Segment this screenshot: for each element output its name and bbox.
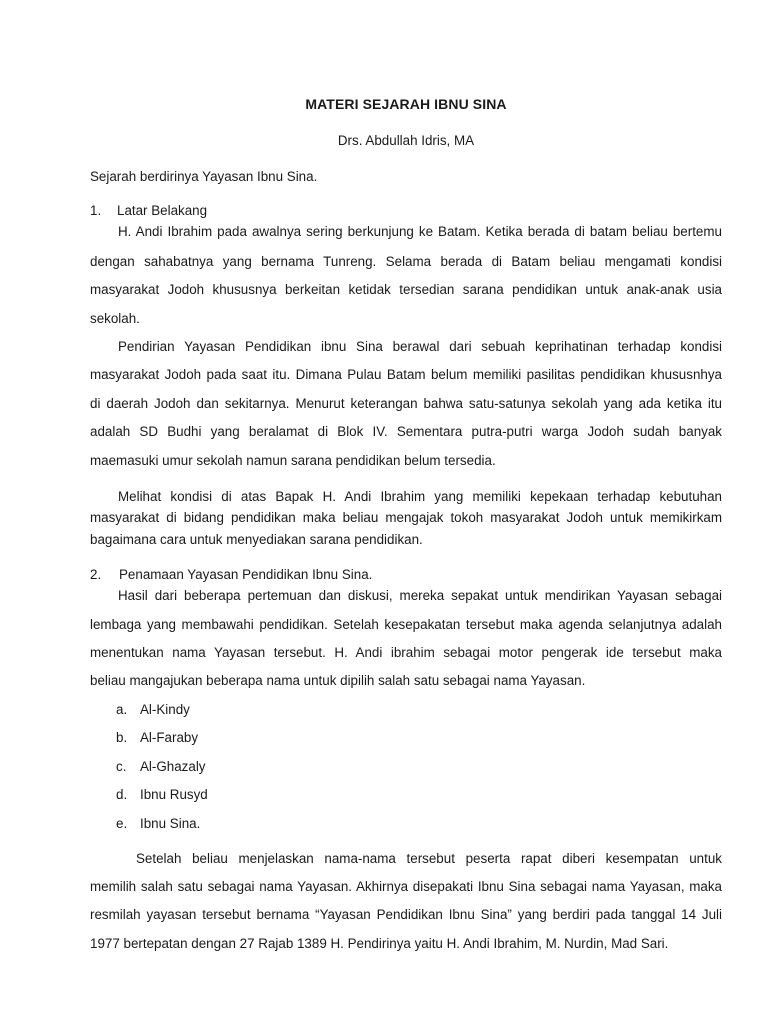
list-item bbox=[116, 702, 190, 717]
list-item bbox=[116, 759, 206, 774]
list-letter: e. bbox=[116, 816, 128, 831]
section-1-title: Latar Belakang bbox=[117, 203, 208, 218]
paragraph-line: bagaimana cara untuk menyediakan sarana pendidikan. bbox=[90, 532, 423, 547]
section-2-heading bbox=[90, 567, 722, 582]
paragraph-line: beliau mangajukan beberapa nama untuk dipilih salah satu sebagai nama Yayasan. bbox=[90, 673, 586, 688]
paragraph-line: Pendirian Yayasan Pendidikan ibnu Sina berawal dari sebuah keprihatinan terhadap kondisi bbox=[118, 339, 722, 354]
paragraph-line: dengan sahabatnya yang bernama Tunreng. Selama berada di Batam beliau mengamati kondisi bbox=[90, 254, 722, 269]
paragraph-line: masyarakat di bidang pendidikan maka beliau mengajak tokoh masyarakat Jodoh untuk memikirkam bbox=[90, 510, 722, 525]
list-text: Al-Kindy bbox=[140, 702, 190, 717]
paragraph-line: masyarakat Jodoh pada saat itu. Dimana Pulau Batam belum memiliki pasilitas pendidikan khususnhya bbox=[90, 367, 722, 382]
list-item bbox=[116, 730, 198, 745]
paragraph-line: Melihat kondisi di atas Bapak H. Andi Ibrahim yang memiliki kepekaan terhadap kebutuhan bbox=[118, 489, 722, 504]
list-letter: a. bbox=[116, 702, 128, 717]
list-letter: d. bbox=[116, 787, 128, 802]
document-title: MATERI SEJARAH IBNU SINA bbox=[305, 96, 507, 112]
list-text: Al-Faraby bbox=[140, 730, 199, 745]
paragraph-line: menentukan nama Yayasan tersebut. H. Andi ibrahim sebagai motor pengerak ide tersebut maka bbox=[90, 645, 722, 660]
paragraph-line: masyarakat Jodoh khususnya berkeitan ketidak tersedian sarana pendidikan untuk anak-anak usia bbox=[90, 282, 722, 297]
paragraph-line: sekolah. bbox=[90, 311, 140, 326]
paragraph-line: adalah SD Budhi yang beralamat di Blok IV. Sementara putra-putri warga Jodoh sudah banyak bbox=[90, 424, 722, 439]
list-letter: c. bbox=[116, 759, 127, 774]
paragraph-line: Setelah beliau menjelaskan nama-nama tersebut peserta rapat diberi kesempatan untuk bbox=[136, 851, 722, 866]
section-1-number: 1. bbox=[90, 203, 102, 218]
list-letter: b. bbox=[116, 730, 128, 745]
list-text: Ibnu Sina. bbox=[140, 816, 201, 831]
paragraph-line: memilih salah satu sebagai nama Yayasan. Akhirnya disepakati Ibnu Sina sebagai nama Yayasan, maka bbox=[90, 879, 722, 894]
section-2-title: Penamaan Yayasan Pendidikan Ibnu Sina. bbox=[119, 567, 373, 582]
list-text: Al-Ghazaly bbox=[140, 759, 206, 774]
paragraph-line: H. Andi Ibrahim pada awalnya sering berkunjung ke Batam. Ketika berada di batam beliau bertemu bbox=[118, 224, 722, 239]
paragraph-line: Hasil dari beberapa pertemuan dan diskusi, mereka sepakat untuk mendirikan Yayasan sebagai bbox=[118, 588, 722, 603]
paragraph-line: maemasuki umur sekolah namun sarana pendidikan belum tersedia. bbox=[90, 453, 496, 468]
paragraph-line: lembaga yang membawahi pendidikan. Setelah kesepakatan tersebut maka agenda selanjutnya adalah bbox=[90, 617, 722, 632]
author-name: Drs. Abdullah Idris, MA bbox=[337, 133, 475, 148]
intro-text: Sejarah berdirinya Yayasan Ibnu Sina. bbox=[90, 169, 318, 184]
section-2-number: 2. bbox=[90, 567, 102, 582]
list-item bbox=[116, 816, 200, 831]
list-item bbox=[116, 787, 208, 802]
list-text: Ibnu Rusyd bbox=[140, 787, 208, 802]
paragraph-line: resmilah yayasan tersebut bernama “Yayasan Pendidikan Ibnu Sina” yang berdiri pada tanggal 14 Juli bbox=[90, 907, 722, 922]
paragraph-line: 1977 bertepatan dengan 27 Rajab 1389 H. Pendirinya yaitu H. Andi Ibrahim, M. Nurdin, Mad Sari. bbox=[90, 936, 669, 951]
paragraph-line: di daerah Jodoh dan sekitarnya. Menurut keterangan bahwa satu-satunya sekolah yang ada ketika itu bbox=[90, 396, 722, 411]
section-1-heading bbox=[90, 203, 722, 218]
